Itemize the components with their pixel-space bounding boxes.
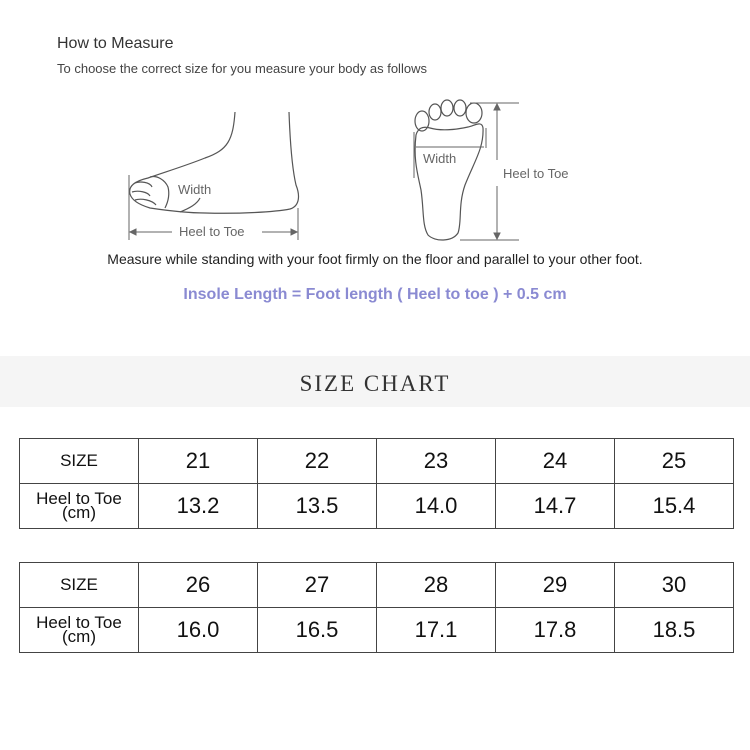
length-label-line2: (cm) <box>62 627 96 646</box>
top-length-label: Heel to Toe <box>503 166 569 181</box>
length-label-cell <box>20 608 139 653</box>
length-cell: 17.1 <box>377 608 496 653</box>
length-cell: 14.0 <box>377 484 496 529</box>
size-cell: 24 <box>496 439 615 484</box>
size-row <box>20 563 734 608</box>
size-cell: 23 <box>377 439 496 484</box>
size-table-2 <box>19 562 734 653</box>
page-title: How to Measure <box>57 35 174 52</box>
length-cell: 16.5 <box>258 608 377 653</box>
length-cell: 14.7 <box>496 484 615 529</box>
size-label-cell: SIZE <box>20 439 139 484</box>
length-row <box>20 484 734 529</box>
length-label-cell <box>20 484 139 529</box>
size-table-1 <box>19 438 734 529</box>
length-label-line1: Heel to Toe <box>36 489 122 508</box>
size-cell: 27 <box>258 563 377 608</box>
measure-instruction: Measure while standing with your foot firmly on the floor and parallel to your other foot. <box>107 251 643 267</box>
foot-measurement-illustration <box>0 95 750 255</box>
top-width-label: Width <box>423 151 457 166</box>
length-cell: 13.2 <box>139 484 258 529</box>
size-cell: 22 <box>258 439 377 484</box>
side-width-label: Width <box>178 182 212 197</box>
size-cell: 28 <box>377 563 496 608</box>
length-cell: 15.4 <box>615 484 734 529</box>
side-length-label: Heel to Toe <box>179 224 245 239</box>
size-row <box>20 439 734 484</box>
length-cell: 16.0 <box>139 608 258 653</box>
length-label-line2: (cm) <box>62 503 96 522</box>
size-cell: 21 <box>139 439 258 484</box>
size-cell: 29 <box>496 563 615 608</box>
size-cell: 30 <box>615 563 734 608</box>
length-cell: 13.5 <box>258 484 377 529</box>
size-chart-title: SIZE CHART <box>299 371 451 396</box>
insole-formula: Insole Length = Foot length ( Heel to toe ) + 0.5 cm <box>183 286 567 303</box>
foot-side-view-icon <box>130 112 299 213</box>
length-label-line1: Heel to Toe <box>36 613 122 632</box>
length-cell: 17.8 <box>496 608 615 653</box>
foot-top-view-icon <box>415 100 483 240</box>
length-row <box>20 608 734 653</box>
size-cell: 26 <box>139 563 258 608</box>
size-cell: 25 <box>615 439 734 484</box>
page-subtitle: To choose the correct size for you measure your body as follows <box>57 61 427 76</box>
length-cell: 18.5 <box>615 608 734 653</box>
size-label-cell: SIZE <box>20 563 139 608</box>
